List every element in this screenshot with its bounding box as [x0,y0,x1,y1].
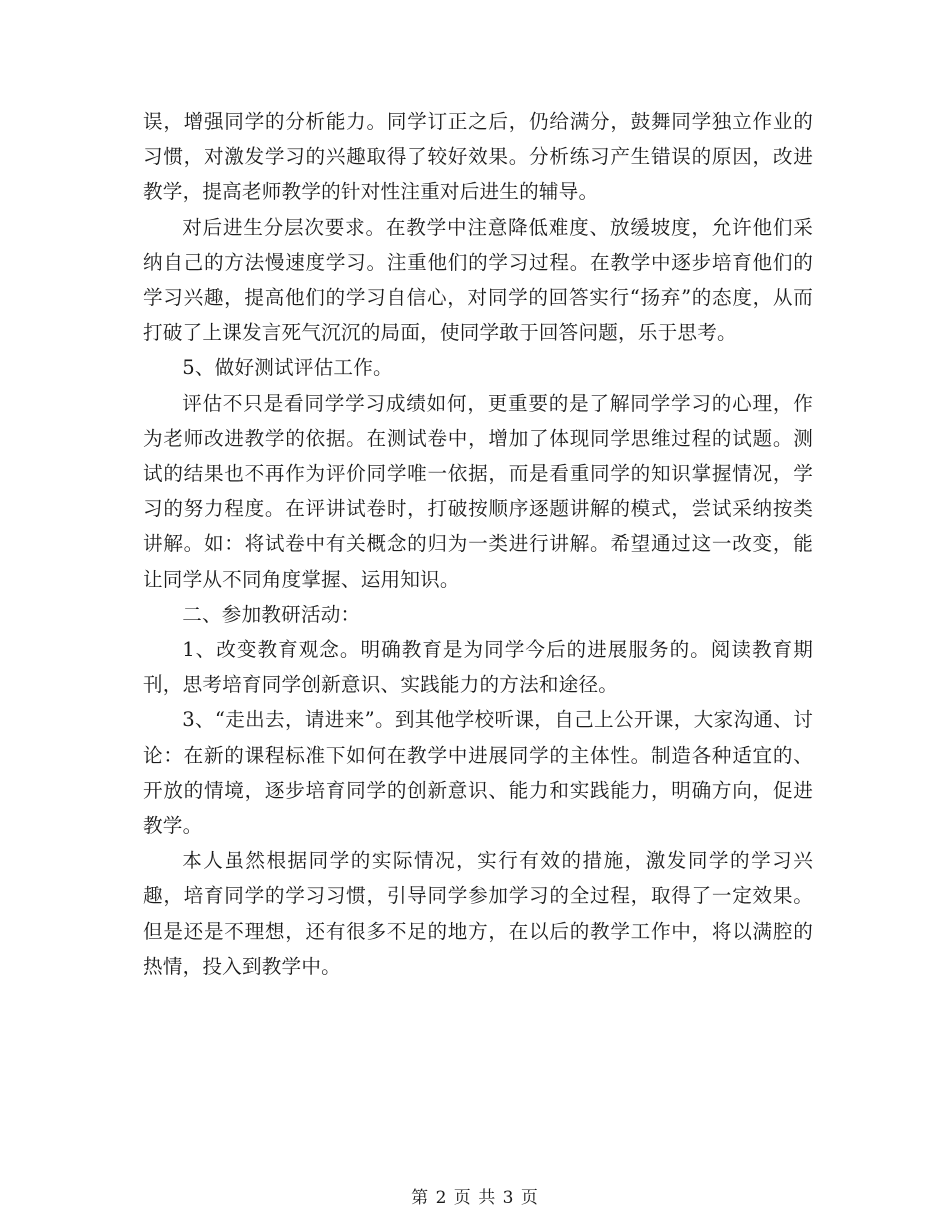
page-number-footer: 第 2 页 共 3 页 [411,1188,539,1208]
paragraph-assessment: 评估不只是看同学学习成绩如何，更重要的是了解同学学习的心理，作为老师改进教学的依据。在测试卷中，增加了体现同学思维过程的试题。测试的结果也不再作为评价同学唯一依据，而是看重同学的知识掌握情况，学习的努力程度。在评讲试卷时，打破按顺序逐题讲解的模式，尝试采纳按类讲解。如：将试卷中有关概念的归为一类进行讲解。希望通过这一改变，能让同学从不同角度掌握、运用知识。 [143,391,813,591]
section-heading-testing: 5、做好测试评估工作。 [182,356,393,380]
document-body [143,104,813,984]
paragraph-education-concept: 1、改变教育观念。明确教育是为同学今后的进展服务的。阅读教育期刊，思考培育同学创新意识、实践能力的方法和途径。 [143,638,813,697]
paragraph-go-out-invite-in: 3、“走出去，请进来”。到其他学校听课，自己上公开课，大家沟通、讨论：在新的课程标准下如何在教学中进展同学的主体性。制造各种适宜的、开放的情境，逐步培育同学的创新意识、能力和实践能力，明确方向，促进教学。 [143,708,813,838]
paragraph-conclusion: 本人虽然根据同学的实际情况，实行有效的措施，激发同学的学习兴趣，培育同学的学习习惯，引导同学参加学习的全过程，取得了一定效果。但是还是不理想，还有很多不足的地方，在以后的教学工作中，将以满腔的热情，投入到教学中。 [143,849,813,978]
section-heading-research: 二、参加教研活动： [182,602,361,626]
paragraph-struggling-students: 对后进生分层次要求。在教学中注意降低难度、放缓坡度，允许他们采纳自己的方法慢速度学习。注重他们的学习过程。在教学中逐步培育他们的学习兴趣，提高他们的学习自信心，对同学的回答实行“扬弃”的态度，从而打破了上课发言死气沉沉的局面，使同学敢于回答问题，乐于思考。 [143,215,813,345]
paragraph-continuation: 误，增强同学的分析能力。同学订正之后，仍给满分，鼓舞同学独立作业的习惯，对激发学习的兴趣取得了较好效果。分析练习产生错误的原因，改进教学，提高老师教学的针对性注重对后进生的辅导。 [143,110,813,204]
